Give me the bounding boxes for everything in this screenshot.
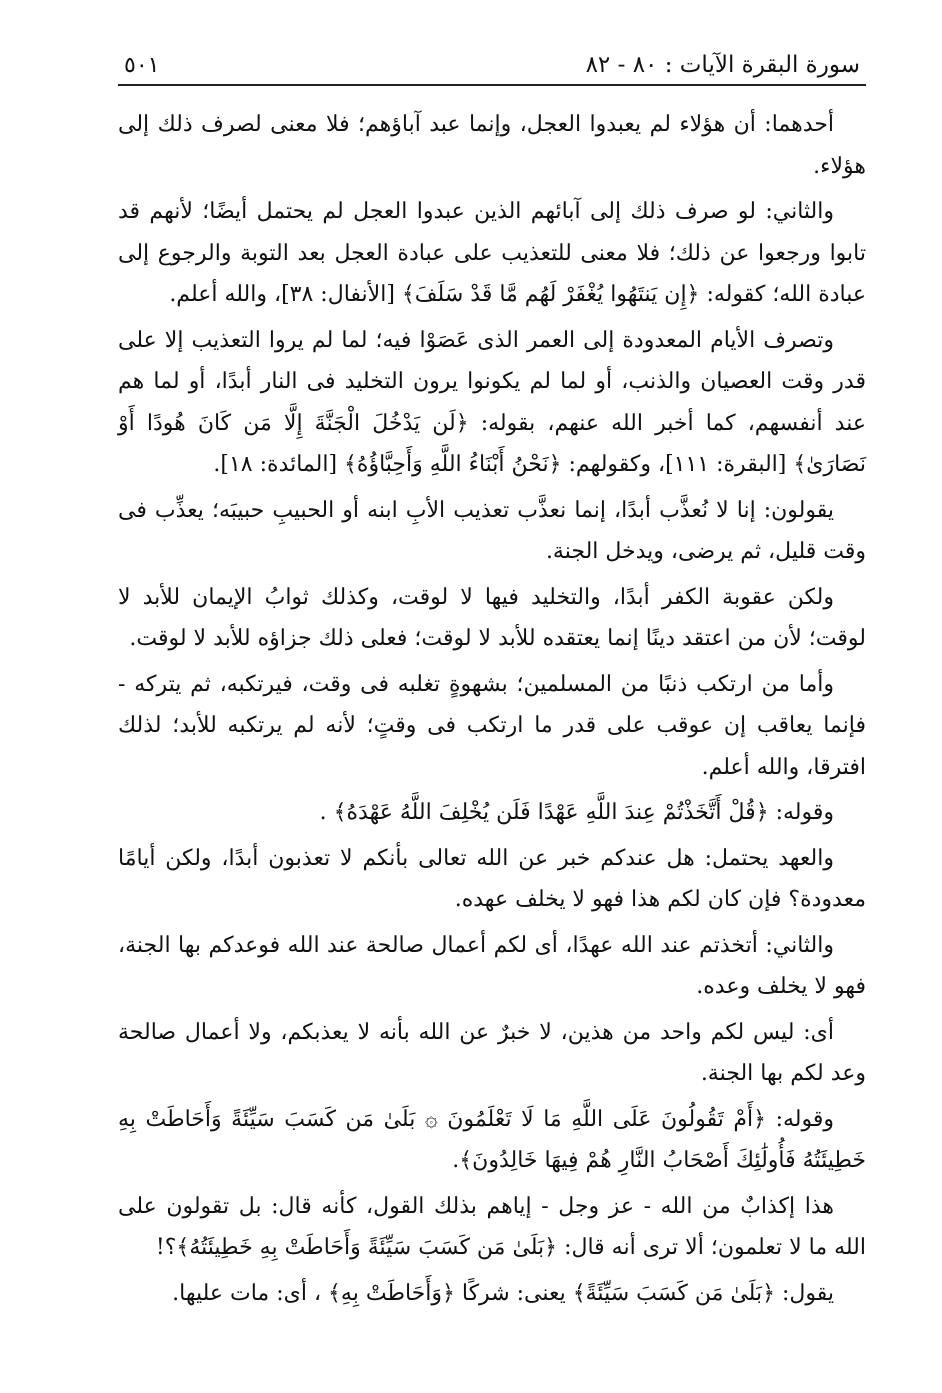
- page-header: [118, 52, 866, 86]
- paragraph: وأما من ارتكب ذنبًا من المسلمين؛ بشهوةٍ تغلبه فى وقت، فيرتكبه، ثم يتركه - فإنما يعاقب إن عوقب على قدر ما ارتكب فى وقتٍ؛ لأنه لم يرتكبه للأبد؛ لذلك افترقا، والله أعلم.: [118, 671, 866, 780]
- paragraph: يقولون: إنا لا نُعذَّب أبدًا، إنما نعذَّب تعذيب الأبِ ابنه أو الحبيبِ حبيبَه؛ يعذِّب فى وقت قليل، ثم يرضى، ويدخل الجنة.: [118, 497, 866, 564]
- paragraph: والثاني: لو صرف ذلك إلى آبائهم الذين عبدوا العجل لم يحتمل أيضًا؛ لأنهم قد تابوا ورجعوا عن ذلك؛ فلا معنى للتعذيب على عبادة العجل بعد التوبة والرجوع إلى عبادة الله؛ كقوله: ﴿إِن يَنتَهُوا يُغْفَرْ لَهُم مَّا قَدْ سَلَفَ﴾ [الأنفال: ٣٨]، والله أعلم.: [118, 199, 866, 307]
- paragraph: أحدهما: أن هؤلاء لم يعبدوا العجل، وإنما عبد آباؤهم؛ فلا معنى لصرف ذلك إلى هؤلاء.: [118, 112, 866, 179]
- paragraph: وقوله: ﴿أَمْ تَقُولُونَ عَلَى اللَّهِ مَا لَا تَعْلَمُونَ ۞ بَلَىٰ مَن كَسَبَ سَيِّئَةً وَأَحَاطَتْ بِهِ خَطِيئَتُهُ فَأُولَٰئِكَ أَصْحَابُ النَّارِ هُمْ فِيهَا خَالِدُونَ﴾.: [118, 1106, 866, 1173]
- paragraph: وتصرف الأيام المعدودة إلى العمر الذى عَصَوْا فيه؛ لما لم يروا التعذيب إلا على قدر وقت العصيان والذنب، أو لما لم يكونوا يرون التخليد فى النار أبدًا، أو لما هم عند أنفسهم، كما أخبر الله عنهم، بقوله: ﴿لَن يَدْخُلَ الْجَنَّةَ إِلَّا مَن كَانَ هُودًا أَوْ نَصَارَىٰ﴾ [البقرة: ١١١]، وكقولهم: ﴿نَحْنُ أَبْنَاءُ اللَّهِ وَأَحِبَّاؤُهُ﴾ [المائدة: ١٨].: [118, 327, 866, 477]
- paragraph: والثاني: أتخذتم عند الله عهدًا، أى لكم أعمال صالحة عند الله فوعدكم بها الجنة، فهو لا يخلف وعده.: [118, 932, 866, 999]
- page-body: [118, 104, 866, 1314]
- paragraph: أى: ليس لكم واحد من هذين، لا خبرٌ عن الله بأنه لا يعذبكم، ولا أعمال صالحة وعد لكم بها الجنة.: [118, 1019, 866, 1086]
- running-title: سورة البقرة الآيات : ٨٠ - ٨٢: [585, 52, 860, 78]
- paragraph: هذا إكذابٌ من الله - عز وجل - إياهم بذلك القول، كأنه قال: بل تقولون على الله ما لا تعلمون؛ ألا ترى أنه قال: ﴿بَلَىٰ مَن كَسَبَ سَيِّئَةً وَأَحَاطَتْ بِهِ خَطِيئَتُهُ﴾؟!: [118, 1193, 866, 1260]
- paragraph: وقوله: ﴿قُلْ أَتَّخَذْتُمْ عِندَ اللَّهِ عَهْدًا فَلَن يُخْلِفَ اللَّهُ عَهْدَهُ﴾ .: [319, 800, 834, 825]
- paragraph: يقول: ﴿بَلَىٰ مَن كَسَبَ سَيِّئَةً﴾ يعنى: شركًا ﴿وَأَحَاطَتْ بِهِ﴾ ، أى: مات عليها.: [172, 1280, 834, 1306]
- paragraph: ولكن عقوبة الكفر أبدًا، والتخليد فيها لا لوقت، وكذلك ثوابُ الإيمان للأبد لا لوقت؛ لأن من اعتقد دينًا إنما يعتقده للأبد لا لوقت؛ فعلى ذلك جزاؤه للأبد لا لوقت.: [118, 584, 866, 651]
- page-number: ٥٠١: [124, 53, 160, 78]
- paragraph: والعهد يحتمل: هل عندكم خبر عن الله تعالى بأنكم لا تعذبون أبدًا، ولكن أيامًا معدودة؟ فإن كان لكم هذا فهو لا يخلف عهده.: [118, 845, 866, 912]
